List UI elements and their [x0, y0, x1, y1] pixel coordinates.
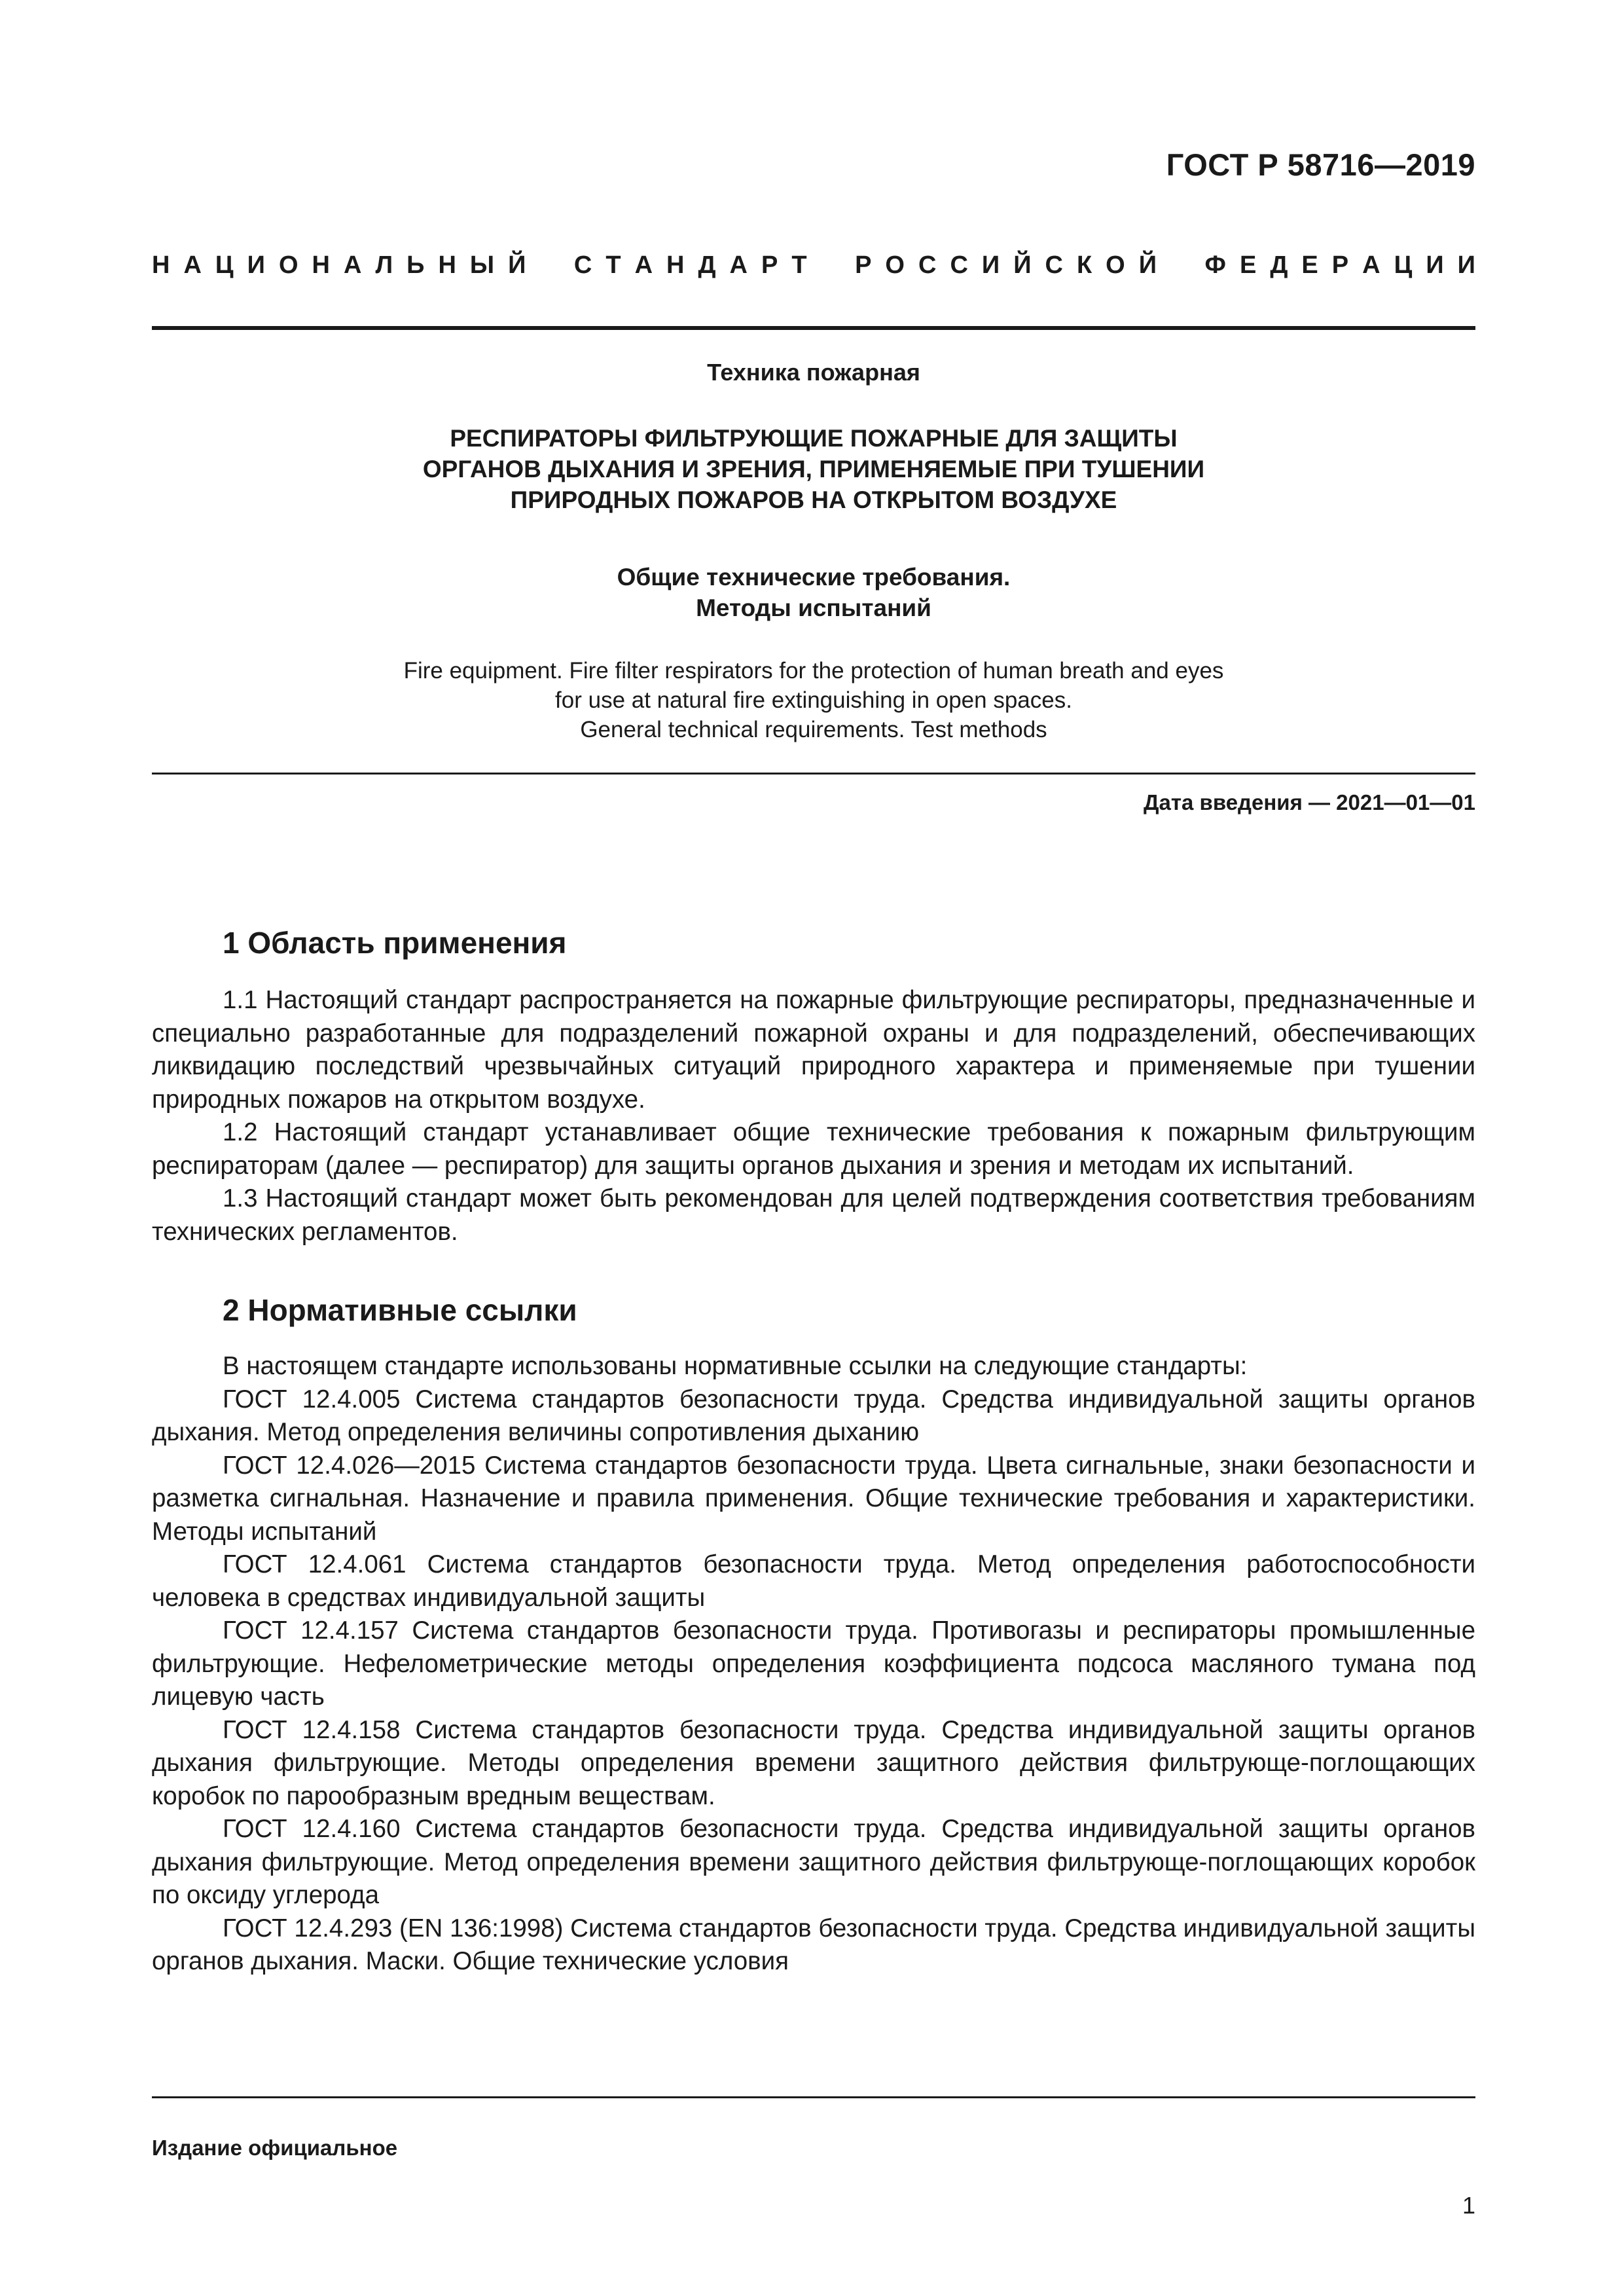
main-title-line: ПРИРОДНЫХ ПОЖАРОВ НА ОТКРЫТОМ ВОЗДУХЕ — [510, 486, 1117, 513]
paragraph: 1.1 Настоящий стандарт распространяется на пожарные фильтрующие респираторы, предназначенные и специально разработанные для подразделений пожарной охраны и для подразделений, обеспечивающих ликвидацию последствий чрезвычайных ситуаций природного характера и применяемые при тушении природных пожаров на открытом воздухе. — [152, 986, 1475, 1114]
header-divider — [152, 326, 1475, 330]
paragraph: В настоящем стандарте использованы нормативные ссылки на следующие стандарты: — [223, 1352, 1248, 1380]
banner-word-2: С Т А Н Д А Р Т — [573, 251, 807, 279]
page-number: 1 — [1462, 2192, 1475, 2219]
paragraph: 1.3 Настоящий стандарт может быть рекомендован для целей подтверждения соответствия требованиям технических регламентов. — [152, 1184, 1475, 1246]
document-page — [152, 0, 1475, 2296]
document-code: ГОСТ Р 58716—2019 — [1166, 147, 1475, 182]
national-standard-banner — [152, 251, 1475, 280]
english-title — [152, 656, 1475, 744]
sub-title-line: Методы испытаний — [696, 594, 931, 621]
introduction-date: Дата введения — 2021—01—01 — [1144, 790, 1475, 814]
reference-item: ГОСТ 12.4.005 Система стандартов безопасности труда. Средства индивидуальной защиты органов дыхания. Метод определения величины сопротивления дыханию — [152, 1385, 1475, 1446]
sub-title-line: Общие технические требования. — [617, 564, 1011, 591]
main-title-line: РЕСПИРАТОРЫ ФИЛЬТРУЮЩИЕ ПОЖАРНЫЕ ДЛЯ ЗАЩИТЫ — [450, 425, 1178, 452]
section-2-body — [152, 1350, 1475, 1978]
main-title — [152, 423, 1475, 515]
title-divider — [152, 773, 1475, 774]
reference-item: ГОСТ 12.4.293 (EN 136:1998) Система стандартов безопасности труда. Средства индивидуальной защиты органов дыхания. Маски. Общие технические условия — [152, 1914, 1475, 1975]
reference-item: ГОСТ 12.4.160 Система стандартов безопасности труда. Средства индивидуальной защиты органов дыхания фильтрующие. Метод определения времени защитного действия фильтрующе-поглощающих коробок по оксиду углерода — [152, 1815, 1475, 1909]
banner-word-4: Ф Е Д Е Р А Ц И И — [1204, 251, 1475, 279]
reference-item: ГОСТ 12.4.061 Система стандартов безопасности труда. Метод определения работоспособности человека в средствах индивидуальной защиты — [152, 1550, 1475, 1612]
main-title-line: ОРГАНОВ ДЫХАНИЯ И ЗРЕНИЯ, ПРИМЕНЯЕМЫЕ ПРИ ТУШЕНИИ — [422, 456, 1205, 483]
reference-item: ГОСТ 12.4.157 Система стандартов безопасности труда. Противогазы и респираторы промышленные фильтрующие. Нефелометрические методы определения коэффициента подсоса масляного тумана под лицевую часть — [152, 1616, 1475, 1711]
english-title-line: General technical requirements. Test methods — [580, 717, 1047, 742]
edition-label: Издание официальное — [152, 2136, 398, 2160]
sub-title — [152, 562, 1475, 623]
banner-word-1: Н А Ц И О Н А Л Ь Н Ы Й — [152, 251, 526, 279]
banner-word-3: Р О С С И Й С К О Й — [855, 251, 1157, 279]
footer-divider — [152, 2096, 1475, 2098]
english-title-line: for use at natural fire extinguishing in open spaces. — [555, 687, 1072, 713]
paragraph: 1.2 Настоящий стандарт устанавливает общие технические требования к пожарным фильтрующим респираторам (далее — респиратор) для защиты органов дыхания и зрения и методам их испытаний. — [152, 1118, 1475, 1180]
section-1-title: 1 Область применения — [223, 926, 567, 960]
reference-item: ГОСТ 12.4.158 Система стандартов безопасности труда. Средства индивидуальной защиты органов дыхания фильтрующие. Методы определения времени защитного действия фильтрующе-поглощающих коробок по парообразным вредным веществам. — [152, 1715, 1475, 1810]
english-title-line: Fire equipment. Fire filter respirators for the protection of human breath and eyes — [403, 658, 1224, 683]
reference-item: ГОСТ 12.4.026—2015 Система стандартов безопасности труда. Цвета сигнальные, знаки безопасности и разметка сигнальная. Назначение и правила применения. Общие технические требования и характеристики. Методы испытаний — [152, 1451, 1475, 1546]
section-1-body — [152, 984, 1475, 1248]
section-2-title: 2 Нормативные ссылки — [223, 1293, 577, 1327]
topic-title: Техника пожарная — [707, 359, 920, 386]
